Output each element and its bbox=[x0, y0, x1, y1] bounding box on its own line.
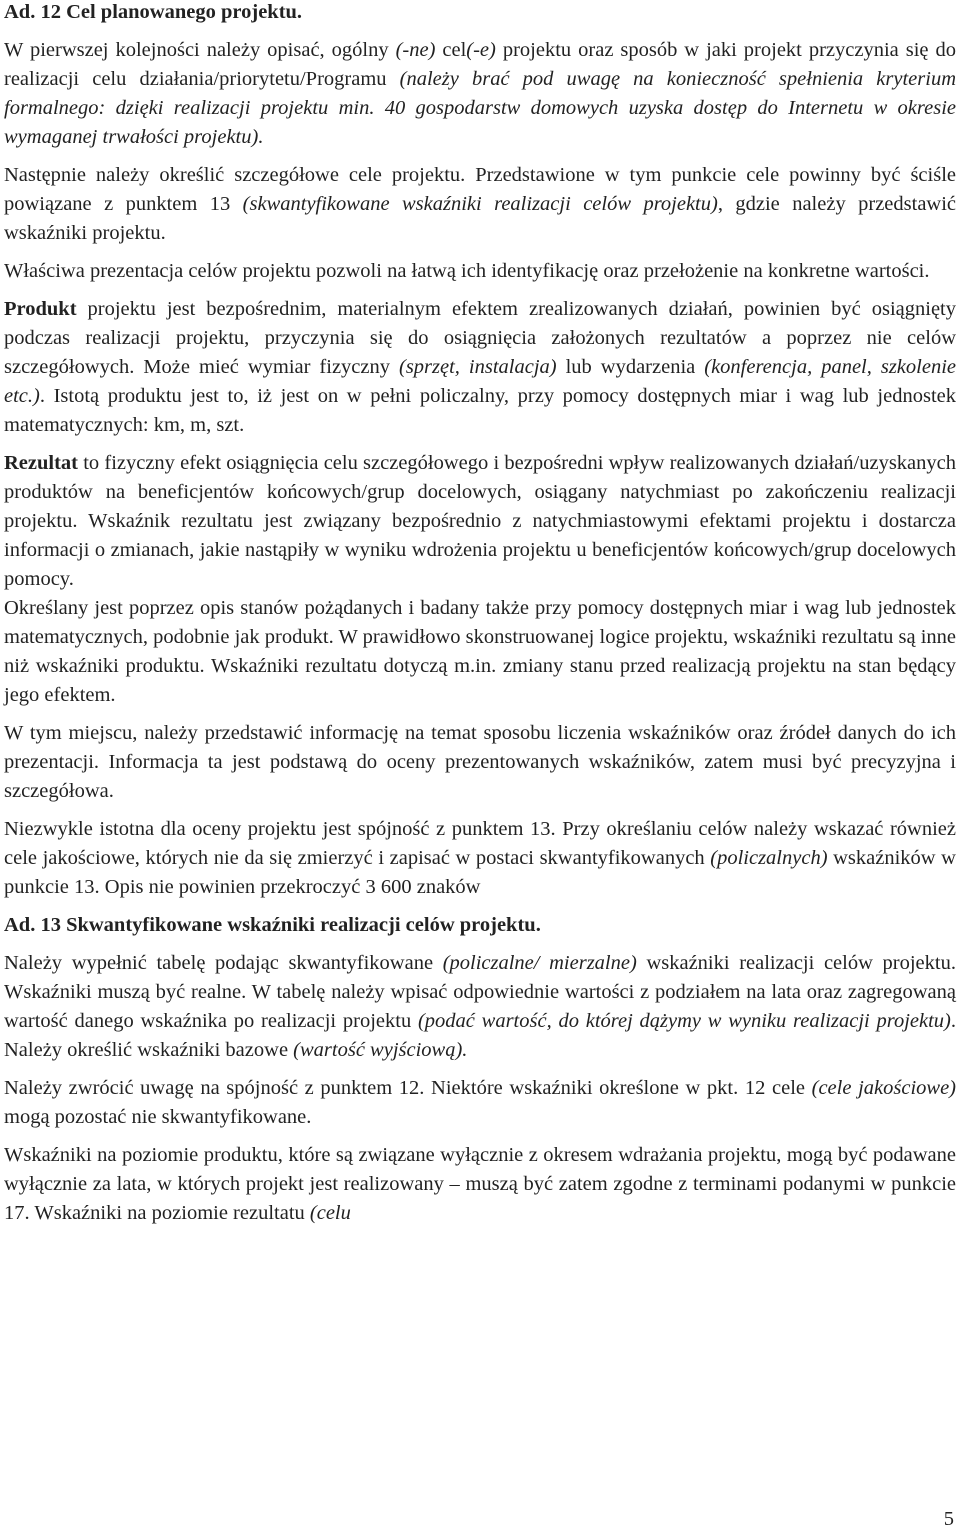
text-run: W tym miejscu, należy przedstawić informację na temat sposobu liczenia wskaźników oraz źródeł danych do ich prezentacji. Informacja ta jest podstawą do oceny prezentowanych wskaźników, zatem musi być precyzyjna i szczegółowa. bbox=[4, 722, 956, 802]
text-run: Właściwa prezentacja celów projektu pozwoli na łatwą ich identyfikację oraz przełożenie na konkretne wartości. bbox=[4, 260, 930, 282]
text-run: wskaźniki realizacji celów projektu. Wskaźniki muszą być realne. W tabelę należy wpisać odpowiednie wartości z podziałem na lata oraz zagregowaną wartość danego wskaźnika po realizacji projektu bbox=[4, 952, 956, 1032]
text-run: Należy zwrócić uwagę na spójność z punktem 12. Niektóre wskaźniki określone w pkt. 12 cele bbox=[4, 1077, 812, 1099]
section-12-paragraph-5 bbox=[4, 449, 956, 594]
section-12-paragraph-7 bbox=[4, 719, 956, 806]
text-run: Niezwykle istotna dla oceny projektu jest spójność z punktem 13. Przy określaniu celów należy wskazać również cele jakościowe, których nie da się zmierzyć i zapisać w postaci skwantyfikowanych bbox=[4, 818, 956, 869]
text-run: . Należy określić wskaźniki bazowe bbox=[4, 1010, 956, 1061]
text-run: Określany jest poprzez opis stanów pożądanych i badany także przy pomocy dostępnych miar i wag lub jednostek matematycznych, podobnie jak produkt. W prawidłowo skonstruowanej logice projektu, wskaźniki rezultatu są inne niż wskaźniki produktu. Wskaźniki rezultatu dotyczą m.in. zmiany stanu przed realizacją projektu na stan będący jego efektem. bbox=[4, 597, 956, 706]
text-run: (wartość wyjściową). bbox=[293, 1039, 468, 1061]
text-run: to fizyczny efekt osiągnięcia celu szczegółowego i bezpośredni wpływ realizowanych działań/uzyskanych produktów na beneficjentów końcowych/grup docelowych, osiągany natychmiast po zakończeniu realizacji projektu. Wskaźnik rezultatu jest związany bezpośrednio z natychmiastowymi efektami projektu i dostarcza informacji o zmianach, jakie nastąpiły w wyniku wdrożenia projektu u beneficjentów końcowych/grup docelowych pomocy. bbox=[4, 452, 956, 590]
section-13-paragraph-2 bbox=[4, 1074, 956, 1132]
section-13-paragraph-1 bbox=[4, 949, 956, 1065]
text-run: lub wydarzenia bbox=[556, 356, 705, 378]
text-run: (podać wartość, do której dążymy w wyniku realizacji projektu) bbox=[417, 1010, 951, 1032]
text-run: Produkt bbox=[4, 298, 77, 320]
text-run: W pierwszej kolejności należy opisać, ogólny bbox=[4, 39, 396, 61]
text-run: (należy brać pod uwagę na konieczność spełnienia kryterium formalnego: dzięki realizacji projektu min. 40 gospodarstw domowych uzyska dostęp do Internetu w okresie wymaganej trwałości projektu). bbox=[4, 68, 956, 148]
section-12-heading: Ad. 12 Cel planowanego projektu. bbox=[4, 1, 303, 23]
text-run: cel bbox=[435, 39, 467, 61]
text-run: (celu bbox=[309, 1202, 351, 1224]
text-run: Należy wypełnić tabelę podając skwantyfikowane bbox=[4, 952, 443, 974]
page-number: 5 bbox=[943, 1508, 954, 1530]
section-13-heading: Ad. 13 Skwantyfikowane wskaźniki realizacji celów projektu. bbox=[4, 914, 541, 936]
text-run: Wskaźniki na poziomie produktu, które są związane wyłącznie z okresem wdrażania projektu, mogą być podawane wyłącznie za lata, w których projekt jest realizowany – muszą być zatem zgodne z terminami podanymi w punkcie 17. Wskaźniki na poziomie rezultatu bbox=[4, 1144, 956, 1224]
text-run: projektu oraz sposób w jaki projekt przyczynia się do realizacji celu działania/priorytetu/Programu bbox=[4, 39, 956, 90]
text-run: wskaźników w punkcie 13. Opis nie powinien przekroczyć 3 600 znaków bbox=[4, 847, 956, 898]
text-run: (sprzęt, instalacja) bbox=[399, 356, 557, 378]
text-run: (policzalnych) bbox=[710, 847, 828, 869]
text-run: (policzalne/ mierzalne) bbox=[442, 952, 637, 974]
text-run: (skwantyfikowane wskaźniki realizacji celów projektu) bbox=[242, 193, 718, 215]
text-run: (-ne) bbox=[395, 39, 436, 61]
section-12-paragraph-1 bbox=[4, 36, 956, 152]
section-12-paragraph-6 bbox=[4, 594, 956, 710]
document-page bbox=[4, 0, 956, 1228]
section-12-paragraph-2 bbox=[4, 161, 956, 248]
section-12-paragraph-8 bbox=[4, 815, 956, 902]
text-run: , gdzie należy przedstawić wskaźniki projektu. bbox=[4, 193, 957, 244]
text-run: . Istotą produktu jest to, iż jest on w pełni policzalny, przy pomocy dostępnych miar i wag lub jednostek matematycznych: km, m, szt. bbox=[4, 385, 956, 436]
text-run: (konferencja, panel, szkolenie etc.) bbox=[4, 356, 956, 407]
text-run: Rezultat bbox=[4, 452, 79, 474]
text-run: (-e) bbox=[466, 39, 496, 61]
section-13-paragraph-3 bbox=[4, 1141, 956, 1228]
text-run: (cele jakościowe) bbox=[811, 1077, 956, 1099]
text-run: mogą pozostać nie skwantyfikowane. bbox=[4, 1106, 312, 1128]
section-12-paragraph-3 bbox=[4, 257, 956, 286]
text-run: projektu jest bezpośrednim, materialnym efektem zrealizowanych działań, powinien być osiągnięty podczas realizacji projektu, przyczynia się do osiągnięcia założonych rezultatów a poprzez nie celów szczegółowych. Może mieć wymiar fizyczny bbox=[4, 298, 956, 378]
text-run: Następnie należy określić szczegółowe cele projektu. Przedstawione w tym punkcie cele powinny być ściśle powiązane z punktem 13 bbox=[4, 164, 956, 215]
section-12-paragraph-4 bbox=[4, 295, 956, 440]
